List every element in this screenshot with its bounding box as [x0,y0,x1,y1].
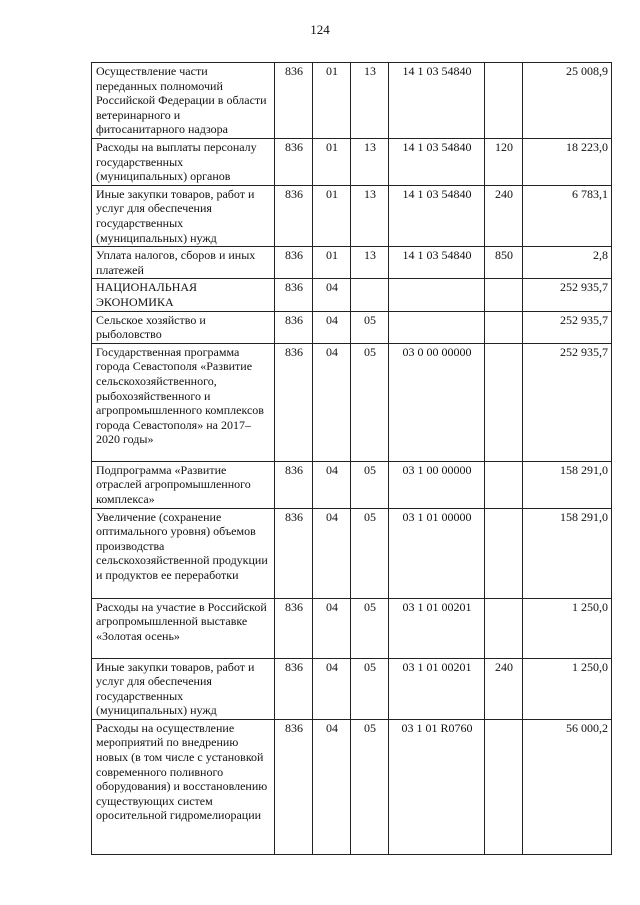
row-gr: 836 [275,343,313,461]
row-name: Расходы на осуществление мероприятий по внедрению новых (в том числе с установкой современного поливного оборудования) и восстановлению существующих систем оросительной гидромелиорации [92,719,275,854]
row-gr: 836 [275,139,313,186]
row-gr: 836 [275,508,313,598]
row-gr: 836 [275,63,313,139]
row-sum: 1 250,0 [523,658,612,719]
row-rz: 01 [313,63,351,139]
row-rz: 01 [313,247,351,279]
row-pr: 13 [351,247,389,279]
row-vr [485,598,523,658]
row-sum: 158 291,0 [523,508,612,598]
row-sum: 1 250,0 [523,598,612,658]
row-gr: 836 [275,247,313,279]
row-pr: 13 [351,63,389,139]
row-pr: 05 [351,598,389,658]
row-pr: 05 [351,658,389,719]
row-name: Расходы на выплаты персоналу государственных (муниципальных) органов [92,139,275,186]
table-row [92,279,612,311]
row-rz: 04 [313,343,351,461]
row-name: Расходы на участие в Российской агропромышленной выставке «Золотая осень» [92,598,275,658]
row-sum: 18 223,0 [523,139,612,186]
page-number: 124 [310,22,330,37]
row-vr [485,279,523,311]
row-cs [389,311,485,343]
row-rz: 04 [313,598,351,658]
row-cs: 03 0 00 00000 [389,343,485,461]
table-row [92,247,612,279]
row-name: Подпрограмма «Развитие отраслей агропромышленного комплекса» [92,461,275,508]
row-gr: 836 [275,279,313,311]
table-row [92,508,612,598]
table-row [92,63,612,139]
row-pr [351,279,389,311]
row-cs: 03 1 01 R0760 [389,719,485,854]
row-sum: 2,8 [523,247,612,279]
budget-table [91,62,612,855]
row-gr: 836 [275,658,313,719]
row-cs: 03 1 01 00201 [389,598,485,658]
row-pr: 05 [351,508,389,598]
row-pr: 05 [351,343,389,461]
table-row [92,185,612,246]
row-vr: 240 [485,658,523,719]
row-sum: 25 008,9 [523,63,612,139]
table-row [92,139,612,186]
table-row [92,719,612,854]
row-rz: 04 [313,279,351,311]
row-pr: 05 [351,719,389,854]
row-pr: 05 [351,311,389,343]
row-cs: 14 1 03 54840 [389,247,485,279]
row-sum: 56 000,2 [523,719,612,854]
row-vr [485,63,523,139]
row-name: Государственная программа города Севастополя «Развитие сельскохозяйственного, рыбохозяйственного и агропромышленного комплексов города Севастополя» на 2017–2020 годы» [92,343,275,461]
row-gr: 836 [275,311,313,343]
row-sum: 252 935,7 [523,343,612,461]
row-sum: 158 291,0 [523,461,612,508]
row-cs: 14 1 03 54840 [389,139,485,186]
row-cs [389,279,485,311]
row-name: НАЦИОНАЛЬНАЯ ЭКОНОМИКА [92,279,275,311]
row-rz: 04 [313,719,351,854]
row-name: Сельское хозяйство и рыболовство [92,311,275,343]
row-gr: 836 [275,719,313,854]
row-name: Осуществление части переданных полномочий Российской Федерации в области ветеринарного и фитосанитарного надзора [92,63,275,139]
row-rz: 04 [313,461,351,508]
table-row [92,461,612,508]
row-gr: 836 [275,461,313,508]
row-gr: 836 [275,185,313,246]
row-pr: 05 [351,461,389,508]
row-cs: 03 1 01 00201 [389,658,485,719]
row-vr [485,343,523,461]
row-gr: 836 [275,598,313,658]
row-vr: 850 [485,247,523,279]
row-rz: 04 [313,508,351,598]
row-cs: 14 1 03 54840 [389,63,485,139]
row-vr: 120 [485,139,523,186]
table-row [92,658,612,719]
row-rz: 01 [313,185,351,246]
row-cs: 14 1 03 54840 [389,185,485,246]
row-cs: 03 1 00 00000 [389,461,485,508]
table-row [92,311,612,343]
row-name: Уплата налогов, сборов и иных платежей [92,247,275,279]
row-sum: 252 935,7 [523,279,612,311]
row-name: Увеличение (сохранение оптимального уровня) объемов производства сельскохозяйственной продукции и продуктов ее переработки [92,508,275,598]
row-vr [485,461,523,508]
row-cs: 03 1 01 00000 [389,508,485,598]
row-rz: 04 [313,658,351,719]
row-vr [485,508,523,598]
row-vr [485,311,523,343]
row-pr: 13 [351,185,389,246]
table-row [92,598,612,658]
row-vr [485,719,523,854]
row-rz: 04 [313,311,351,343]
row-name: Иные закупки товаров, работ и услуг для обеспечения государственных (муниципальных) нужд [92,658,275,719]
row-name: Иные закупки товаров, работ и услуг для обеспечения государственных (муниципальных) нужд [92,185,275,246]
row-rz: 01 [313,139,351,186]
row-vr: 240 [485,185,523,246]
table-row [92,343,612,461]
row-pr: 13 [351,139,389,186]
row-sum: 252 935,7 [523,311,612,343]
row-sum: 6 783,1 [523,185,612,246]
